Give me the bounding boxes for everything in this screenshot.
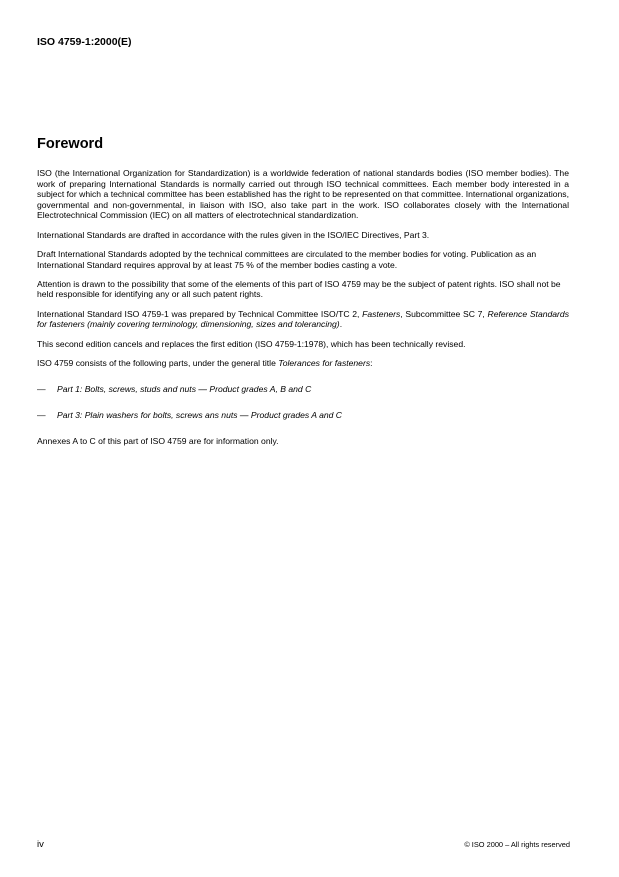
document-code-header: ISO 4759-1:2000(E) (37, 36, 132, 48)
paragraph-patent-rights: Attention is drawn to the possibility that some of the elements of this part of ISO 4759 may be the subject of patent rights. ISO shall not be held responsible for identifying any or all such patent rights. (37, 278, 561, 300)
page-title: Foreword (37, 136, 104, 152)
committee-text-1: International Standard ISO 4759-1 was prepared by Technical Committee ISO/TC 2, (37, 308, 363, 319)
paragraph-voting: Draft International Standards adopted by the technical committees are circulated to the member bodies for voting. Publication as an International Standard requires approval by at least 75 % of the member bodies casting a vote. (37, 248, 537, 270)
committee-text-2: , Subcommittee SC 7, (400, 308, 488, 319)
paragraph-committee (37, 309, 569, 330)
paragraph-iso-overview: ISO (the International Organization for Standardization) is a worldwide federation of national standards bodies (ISO member bodies). The work of preparing International Standards is normally carried out through ISO technical committees. Each member body interested in a subject for which a technical committee has been established has the right to be represented on that committee. International organizations, governmental and non-governmental, in liaison with ISO, also take part in the work. ISO collaborates closely with the International Electrotechnical Commission (IEC) on all matters of electrotechnical standardization. (37, 168, 569, 221)
list-item-part-1 (37, 384, 569, 395)
committee-fasteners: Fasteners (362, 308, 401, 319)
page-number: iv (37, 839, 44, 850)
paragraph-parts-intro (37, 358, 569, 369)
parts-intro-colon: : (370, 357, 373, 368)
paragraph-edition: This second edition cancels and replaces the first edition (ISO 4759-1:1978), which has been technically revised. (37, 338, 466, 349)
committee-text-3: . (339, 319, 343, 330)
paragraph-directives: International Standards are drafted in accordance with the rules given in the ISO/IEC Directives, Part 3. (37, 229, 430, 240)
copyright-notice: © ISO 2000 – All rights reserved (464, 840, 570, 849)
dash-marker: — (37, 410, 46, 421)
dash-marker: — (37, 383, 46, 394)
list-item-part-3 (37, 410, 569, 421)
part-3-title: Part 3: Plain washers for bolts, screws ans nuts — Product grades A and C (57, 410, 342, 421)
subcommittee-title: Reference Standards for fasteners (mainly covering terminology, dimensioning, sizes and tolerancing) (37, 308, 569, 330)
parts-intro-text: ISO 4759 consists of the following parts, under the general title (37, 357, 279, 368)
paragraph-annexes: Annexes A to C of this part of ISO 4759 are for information only. (37, 436, 279, 447)
foreword-body (37, 168, 569, 455)
part-1-title: Part 1: Bolts, screws, studs and nuts — Product grades A, B and C (57, 383, 312, 394)
general-title: Tolerances for fasteners (278, 357, 371, 368)
